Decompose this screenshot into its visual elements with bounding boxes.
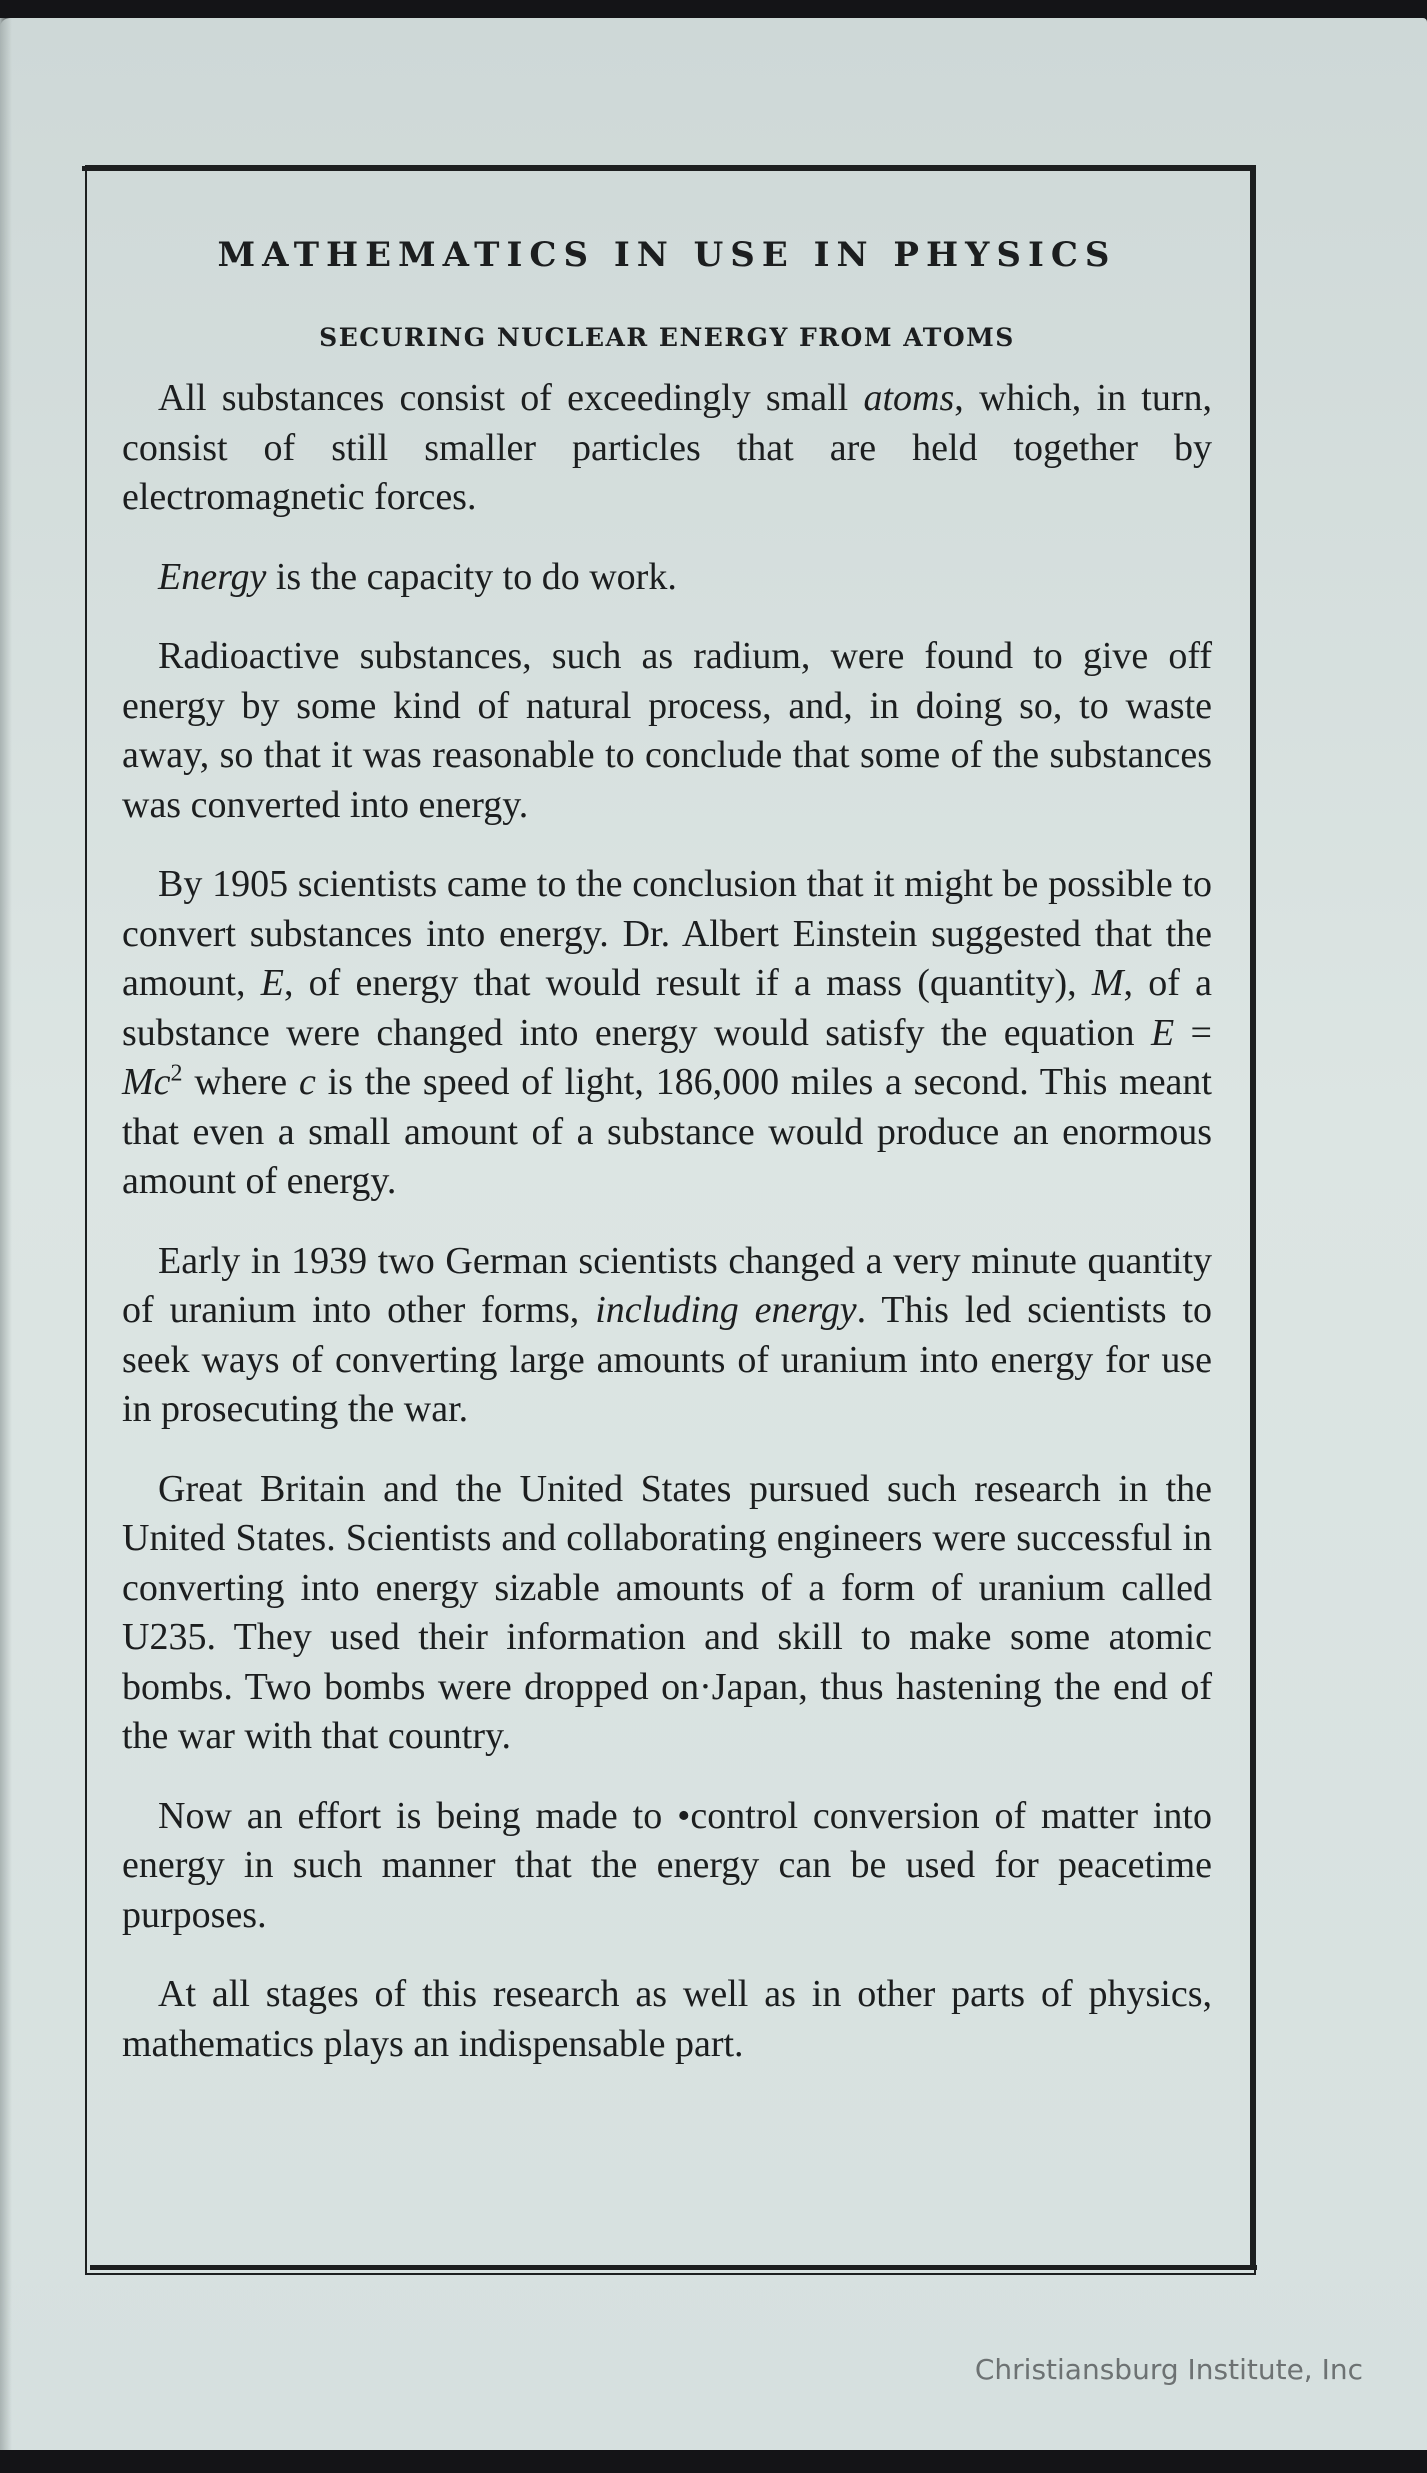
variable-m: M: [1091, 962, 1124, 1004]
paragraph-einstein: [122, 860, 1212, 1207]
paragraph-radioactive: Radioactive substances, such as radium, were found to give off energy by some kind of natural process, and, in doing so, to waste away, so that it was reasonable to conclude that some of the substances was converted into energy.: [122, 635, 1212, 826]
variable-e: E: [260, 962, 284, 1004]
text-run: Early in 1939 two German scientists changed a very minute quantity of uranium into other forms,: [122, 1239, 1212, 1331]
text-run: is the speed of light, 186,000 miles a second. This meant that even a small amount of a substance would produce an enormous amount of energy.: [122, 1061, 1212, 1202]
text-run: , of energy that would result if a mass (quantity),: [283, 962, 1092, 1004]
frame-top-rule: [82, 166, 1252, 171]
equation-mc: Mc: [122, 1061, 171, 1103]
paragraph-1939: [122, 1237, 1212, 1435]
text-run: All substances consist of exceedingly small: [158, 377, 864, 419]
frame-bottom-rule: [90, 2265, 1257, 2270]
page-content: [122, 235, 1212, 2099]
text-run: is the capacity to do work.: [266, 555, 677, 598]
text-run: By 1905 scientists came to the conclusion that it might be possible to convert substances into energy. Dr. Albert Einstein suggested that the amount,: [122, 863, 1212, 1004]
text-run: where: [182, 1061, 299, 1103]
section-subtitle: SECURING NUCLEAR ENERGY FROM ATOMS: [319, 323, 1015, 352]
variable-c: c: [298, 1061, 316, 1103]
page-edge-shadow: [0, 18, 12, 2450]
paragraph-peacetime: Now an effort is being made to •control conversion of matter into energy in such manner that the energy can be used for peacetime purposes.: [122, 1794, 1212, 1936]
text-run: . This led scientists to seek ways of converting large amounts of uranium into energy for use in prosecuting the war.: [122, 1289, 1212, 1430]
italic-phrase-including-energy: including energy: [595, 1289, 857, 1331]
equation-e: E: [1150, 1011, 1175, 1054]
italic-term-energy: Energy: [158, 555, 267, 598]
frame-right-rule: [1250, 166, 1255, 2269]
italic-term-atoms: atoms: [863, 377, 955, 419]
equation-equals: =: [1174, 1011, 1212, 1054]
text-run: , of a substance were changed into energy would satisfy the equation: [122, 962, 1213, 1054]
paragraph-research: Great Britain and the United States pursued such research in the United States. Scientists and collaborating engineers were successful in converting into energy sizable amounts of a form of uranium called U235. They used their information and skill to make some atomic bombs. Two bombs were dropped on·Japan, thus hastening the end of the war with that country.: [122, 1467, 1212, 1757]
equation-exponent: 2: [170, 1060, 183, 1087]
page-title: MATHEMATICS IN USE IN PHYSICS: [217, 235, 1117, 275]
paragraph-conclusion: At all stages of this research as well as in other parts of physics, mathematics plays an indispensable part.: [122, 1973, 1212, 2065]
watermark: Christiansburg Institute, Inc: [974, 2353, 1363, 2386]
text-run: , which, in turn, consist of still smaller particles that are held together by electromagnetic forces.: [122, 377, 1212, 518]
paragraph-atoms: [122, 374, 1212, 523]
paragraph-energy-definition: [122, 553, 1212, 603]
